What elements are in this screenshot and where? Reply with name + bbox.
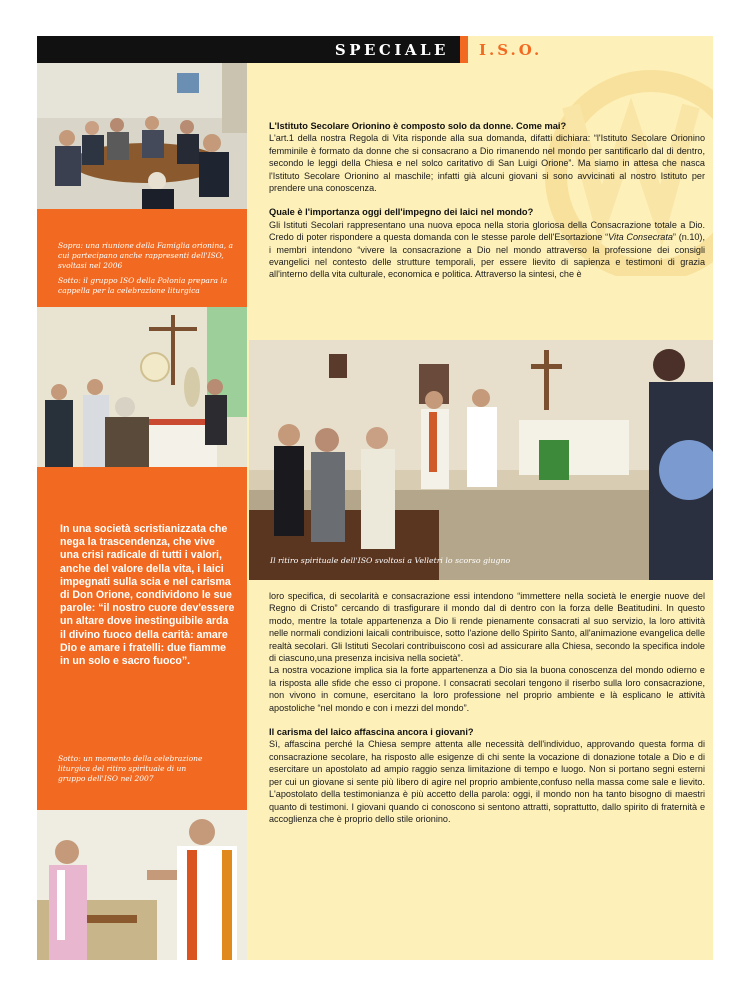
question-3: Il carisma del laico affascina ancora i giovani?: [269, 727, 474, 738]
pull-quote: In una società scristianizzata che nega la trascendenza, che vive una crisi radicale di tutti i valori, anche del valore della vita, i laici impegnati sulla scia e nel carisma di Don Orione, condividono le sue parole: “il nostro cuore dev'essere un altare dove inestinguibile arda il divino fuoco della carità: amare Dio e amare i fratelli: due fiamme in un solo e sacro fuoco”.: [60, 523, 235, 668]
answer-2-part-1: [269, 219, 705, 281]
left-column: [37, 63, 247, 960]
answer-2-pre: Gli Istituti Secolari rappresentano una nuova epoca nella storia gloriosa della Consacrazione totale a Dio. Credo di poter rispondere a questa domanda con le stesse parole dell'Esortazione “: [269, 219, 705, 243]
photo-spiritual-retreat: [249, 340, 713, 580]
question-2: Quale è l'importanza oggi dell'impegno dei laici nel mondo?: [269, 207, 534, 218]
answer-1: L'art.1 della nostra Regola di Vita risponde alla sua domanda, difatti dichiara: “l'Istituto Secolare Orionino femminile è formato da donne che si consacrano a Dio rimanendo nel mondo per santificarlo dal di dentro, secondo le leggi della Chiesa e nel solco caritativo di San Luigi Orione”. Ma siamo in attesa che nasca l'Istituto Secolare Orionino al maschile; infatti già alcuni giovani si sono avvicinati al nostro Istituto per prendere una conoscenza.: [269, 133, 705, 194]
question-1: L'Istituto Secolare Orionino è composto solo da donne. Come mai?: [269, 121, 567, 131]
article-bottom: [269, 590, 705, 825]
caption-bottom-photo: [58, 754, 208, 789]
header-accent: [460, 36, 468, 63]
caption-bottom: Sotto: un momento della celebrazione liturgica del ritiro spirituale di un gruppo dell'ISO nel 2007: [58, 754, 203, 784]
section-label: SPECIALE: [334, 41, 449, 59]
caption-top-photos: [58, 241, 238, 300]
answer-3: Sì, affascina perché la Chiesa sempre attenta alle necessità dell'individuo, approvando questa forma di consacrazione secolare, ha risposto alle esigenze di chi sente la vocazione di donazione totale a Dio e di esercitare un apostolato ad ampio raggio senza limitazione di tempo e luogo. Non si portano segni esterni per cui un giovane si sente più libero di agire nel proprio ambiente,confuso nella massa come sale e lievito. L'apostolato della testimonianza è più accetto della parola: oggi, il mondo non ha tanto bisogno di maestri quanto di testimoni. I giovani quando ci conoscono si sentono attratti, soprattutto, dallo spirito di fraternità e accoglienza che è proprio dello stile orionino.: [269, 739, 705, 824]
caption-big-photo: Il ritiro spirituale dell'ISO svoltosi a Velletri lo scorso giugno: [270, 556, 511, 565]
answer-2-part-2: La nostra vocazione implica sia la forte appartenenza a Dio sia la buona conoscenza del mondo odierno e la risposta alle sfide che esso ci propone. I consacrati secolari tengono il riserbo sulla loro consacrazione, non vivono in comune, esercitano la loro professione nel proprio ambiente e là esplicano le attività apostoliche “nel mondo e con i mezzi del mondo”.: [269, 665, 705, 713]
photo-meeting: [37, 63, 247, 209]
magazine-page: [37, 36, 713, 960]
caption-top-2: Sotto: il gruppo ISO della Polonia prepara la cappella per la celebrazione liturgica: [58, 275, 228, 295]
topic-label: I.S.O.: [479, 41, 543, 59]
photo-chapel-preparation: [37, 307, 247, 467]
article-top: [269, 120, 705, 281]
answer-2-continued: loro specifica, di secolarità e consacrazione essi intendono “immettere nella società le energie nuove del Regno di Cristo” cercando di trasfigurare il mondo dal di dentro con la forza delle Beatitudini. In questo modo, mentre la totale appartenenza a Dio li rende pienamente consacrati al suo servizio, la loro attività nelle normali condizioni laicali contribuisce, sotto l'azione dello Spirito Santo, all'animazione evangelica delle realtà secolari. Gli Istituti Secolari contribuiscono così ad assicurare alla Chiesa, secondo la specifica indole di ciascuno,una presenza incisiva nella società”.: [269, 591, 705, 664]
answer-2-post: ” (n.10), i membri intendono “vivere la consacrazione a Dio nel mondo attraverso la professione dei consigli evangelici nel contesto delle strutture temporali, per essere lievito di sapienza e testimoni di grazia all'interno della vita culturale, economica e politica. Attraverso la sintesi, che è: [269, 232, 705, 280]
document-title: Vita Consecrata: [608, 232, 673, 243]
caption-top-1: Sopra: una riunione della Famiglia orionina, a cui partecipano anche rappresenti dell'ISO, svoltasi nel 2006: [58, 241, 233, 271]
photo-liturgical-celebration: [37, 810, 247, 960]
